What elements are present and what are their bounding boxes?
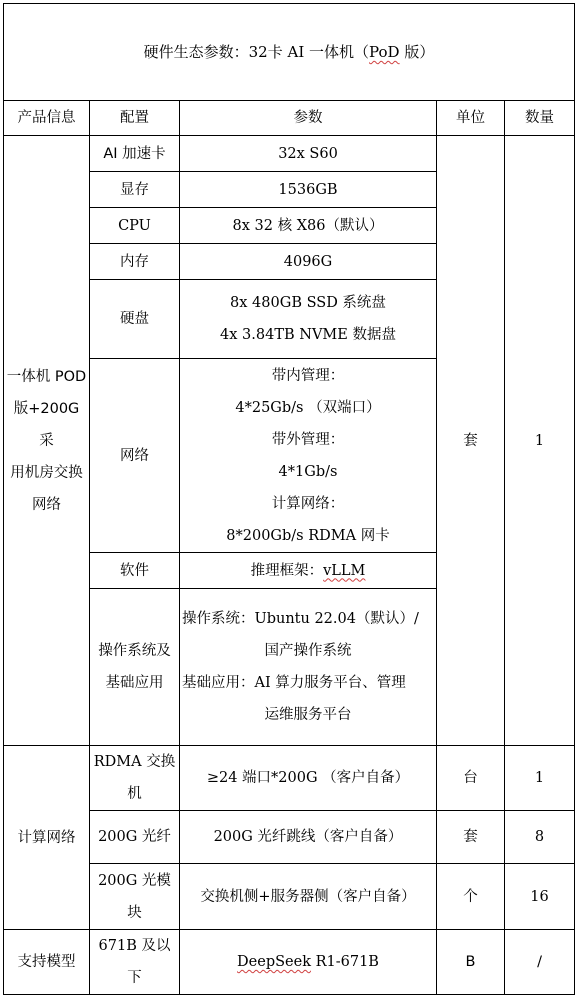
hardware-spec-table	[3, 3, 575, 995]
val-network: 带内管理： 4*25Gb/s （双端口） 带外管理： 4*1Gb/s 计算网络： 8*200Gb/s RDMA 网卡	[180, 359, 437, 553]
val-fiber: 200G 光纤跳线（客户自备）	[180, 811, 437, 864]
product-info-model: 支持模型	[4, 930, 90, 995]
qty-optical-module: 16	[505, 864, 575, 930]
header-qty: 数量	[505, 101, 575, 136]
product-info-network: 计算网络	[4, 746, 90, 930]
title-pod-word: PoD	[369, 43, 400, 61]
qty-model: /	[505, 930, 575, 995]
val-cpu: 8x 32 核 X86（默认）	[180, 208, 437, 244]
qty-rdma-switch: 1	[505, 746, 575, 811]
cfg-network: 网络	[90, 359, 180, 553]
qty-pod: 1	[505, 136, 575, 746]
qty-fiber: 8	[505, 811, 575, 864]
cfg-vram: 显存	[90, 172, 180, 208]
cfg-optical-module: 200G 光模 块	[90, 864, 180, 930]
val-memory: 4096G	[180, 244, 437, 280]
header-config: 配置	[90, 101, 180, 136]
header-unit: 单位	[437, 101, 505, 136]
cfg-os: 操作系统及 基础应用	[90, 589, 180, 746]
header-params: 参数	[180, 101, 437, 136]
unit-model: B	[437, 930, 505, 995]
val-rdma-switch: ≥24 端口*200G （客户自备）	[180, 746, 437, 811]
unit-fiber: 套	[437, 811, 505, 864]
header-product: 产品信息	[4, 101, 90, 136]
cfg-disk: 硬盘	[90, 280, 180, 359]
val-disk: 8x 480GB SSD 系统盘 4x 3.84TB NVME 数据盘	[180, 280, 437, 359]
unit-pod: 套	[437, 136, 505, 746]
unit-optical-module: 个	[437, 864, 505, 930]
product-info-pod: 一体机 POD 版+200G 采 用机房交换 网络	[4, 136, 90, 746]
table-title: 硬件生态参数：32卡 AI 一体机（PoD 版）	[4, 4, 575, 101]
cfg-software: 软件	[90, 553, 180, 589]
header-row	[4, 101, 575, 136]
cfg-memory: 内存	[90, 244, 180, 280]
val-software: 推理框架：vLLM	[180, 553, 437, 589]
val-accelerator: 32x S60	[180, 136, 437, 172]
val-vram: 1536GB	[180, 172, 437, 208]
val-model: DeepSeek R1-671B	[180, 930, 437, 995]
cfg-rdma-switch: RDMA 交换机	[90, 746, 180, 811]
val-optical-module: 交换机侧+服务器侧（客户自备）	[180, 864, 437, 930]
cfg-fiber: 200G 光纤	[90, 811, 180, 864]
val-os: 操作系统：Ubuntu 22.04（默认）/ 国产操作系统 基础应用：AI 算力服务平台、管理 运维服务平台	[180, 589, 437, 746]
cfg-cpu: CPU	[90, 208, 180, 244]
cfg-model-size: 671B 及以下	[90, 930, 180, 995]
cfg-accelerator: AI 加速卡	[90, 136, 180, 172]
unit-rdma-switch: 台	[437, 746, 505, 811]
